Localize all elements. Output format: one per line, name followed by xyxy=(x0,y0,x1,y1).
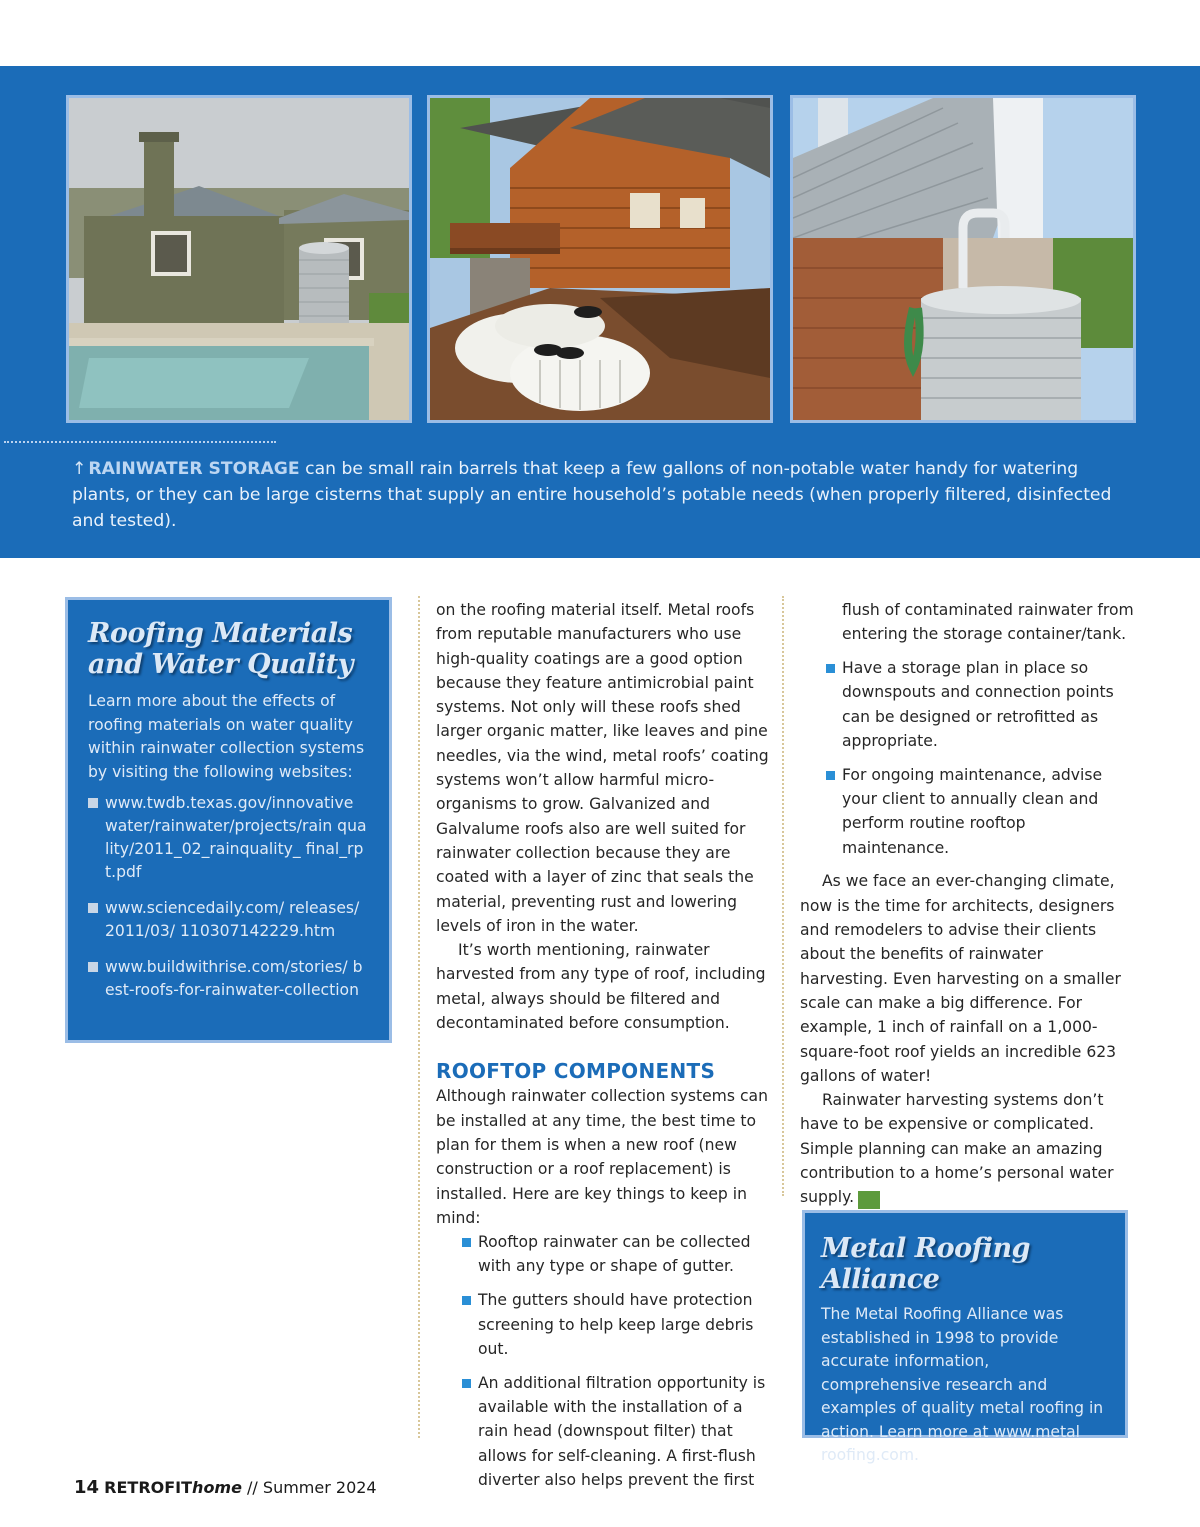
list-item: An additional filtration opportunity is available with the installation of a rain head (downspout filter) that allows for self-cleaning. A first-flush diverter also helps prevent the first xyxy=(436,1371,770,1492)
body-paragraph: As we face an ever-changing climate, now is the time for architects, designers and remodelers to advise their clients about the benefits of rainwater harvesting. Even harvesting on a smaller scale can make a big difference. For example, 1 inch of rainfall on a 1,000-square-foot roof yields an incredible 623 gallons of water! xyxy=(800,872,1121,1085)
photo-pool-house-cistern xyxy=(66,95,412,423)
list-item: For ongoing maintenance, advise your client to annually clean and perform routine rooftop maintenance. xyxy=(800,763,1134,860)
section-heading: ROOFTOP COMPONENTS xyxy=(436,1059,716,1084)
caption-text: can be small rain barrels that keep a few gallons of non-potable water handy for watering plants, or they can be large cisterns that supply an entire household’s potable needs (when properly filtered, disinfected and tested). xyxy=(72,459,1112,531)
sidebar-body: The Metal Roofing Alliance was established in 1998 to provide accurate information, comprehensive research and examples of quality metal roofing in action. Learn more at www.metal roofing.com. xyxy=(821,1305,1104,1464)
sidebar-intro: Learn more about the effects of roofing materials on water quality within rainwater collection systems by visiting the following websites: xyxy=(88,692,365,781)
issue-date: // Summer 2024 xyxy=(241,1478,377,1497)
list-item: Have a storage plan in place so downspouts and connection points can be designed or retrofitted as appropriate. xyxy=(800,656,1134,753)
body-paragraph: Although rainwater collection systems can be installed at any time, the best time to plan for them is when a new roof (new construction or a roof replacement) is installed. Here are key things to keep in mind: xyxy=(436,1087,768,1227)
photo-log-home-tanks xyxy=(427,95,773,423)
list-item: The gutters should have protection screening to help keep large debris out. xyxy=(436,1288,770,1361)
list-item: Rooftop rainwater can be collected with any type or shape of gutter. xyxy=(436,1230,770,1279)
body-paragraph: It’s worth mentioning, rainwater harvested from any type of roof, including metal, always should be filtered and decontaminated before consumption. xyxy=(436,941,766,1033)
sidebar-title: Metal Roofing Alliance xyxy=(821,1233,1031,1295)
resource-link-list xyxy=(88,792,369,1002)
body-paragraph: on the roofing material itself. Metal roofs from reputable manufacturers who use high-quality coatings are a good option because they feature antimicrobial paint systems. Not only will these roofs shed larger organic matter, like leaves and pine needles, via the wind, metal roofs’ coating systems won’t allow harmful micro-organisms to grow. Galvanized and Galvalume roofs also are well suited for rainwater collection because they are coated with a layer of zinc that seals the material, preventing rust and lowering levels of iron in the water. xyxy=(436,601,769,935)
magazine-name-b: home xyxy=(192,1478,242,1497)
key-points-list xyxy=(800,656,1134,860)
caption-lead: RAINWATER STORAGE xyxy=(88,459,300,479)
photo-metal-roof-cistern xyxy=(790,95,1136,423)
list-item-continued: flush of contaminated rainwater from entering the storage container/tank. xyxy=(842,601,1134,644)
resource-link-twdb[interactable]: www.twdb.texas.gov/innovative water/rainwater/projects/rain quality/2011_02_rainquality_ final_rpt.pdf xyxy=(88,792,369,884)
article-column-right xyxy=(800,598,1134,1210)
resource-link-buildwithrise[interactable]: www.buildwithrise.com/stories/ best-roofs-for-rainwater-collection xyxy=(88,956,369,1002)
sidebar-roofing-materials xyxy=(65,597,392,1043)
body-paragraph xyxy=(800,1088,1134,1209)
sidebar-metal-roofing-alliance xyxy=(802,1210,1128,1464)
caption-rule xyxy=(4,441,276,443)
column-divider xyxy=(782,596,784,1196)
closing-text: Rainwater harvesting systems don’t have to be expensive or complicated. Simple planning can make an amazing contribution to a home’s personal water supply. xyxy=(800,1091,1114,1207)
arrow-up-icon: ↑ xyxy=(72,459,87,479)
magazine-name xyxy=(104,1478,242,1497)
page-number: 14 xyxy=(74,1477,100,1498)
resource-link-sciencedaily[interactable]: www.sciencedaily.com/ releases/2011/03/ 110307142229.htm xyxy=(88,897,369,943)
column-divider xyxy=(418,596,420,1438)
page-footer xyxy=(74,1477,377,1498)
key-points-list xyxy=(436,1230,770,1492)
sidebar-title: Roofing Materials and Water Quality xyxy=(88,618,353,680)
photo-caption xyxy=(72,456,1112,534)
magazine-name-a: RETROFIT xyxy=(104,1478,193,1497)
end-mark-icon: TH xyxy=(858,1191,880,1209)
article-column-middle xyxy=(436,598,770,1502)
